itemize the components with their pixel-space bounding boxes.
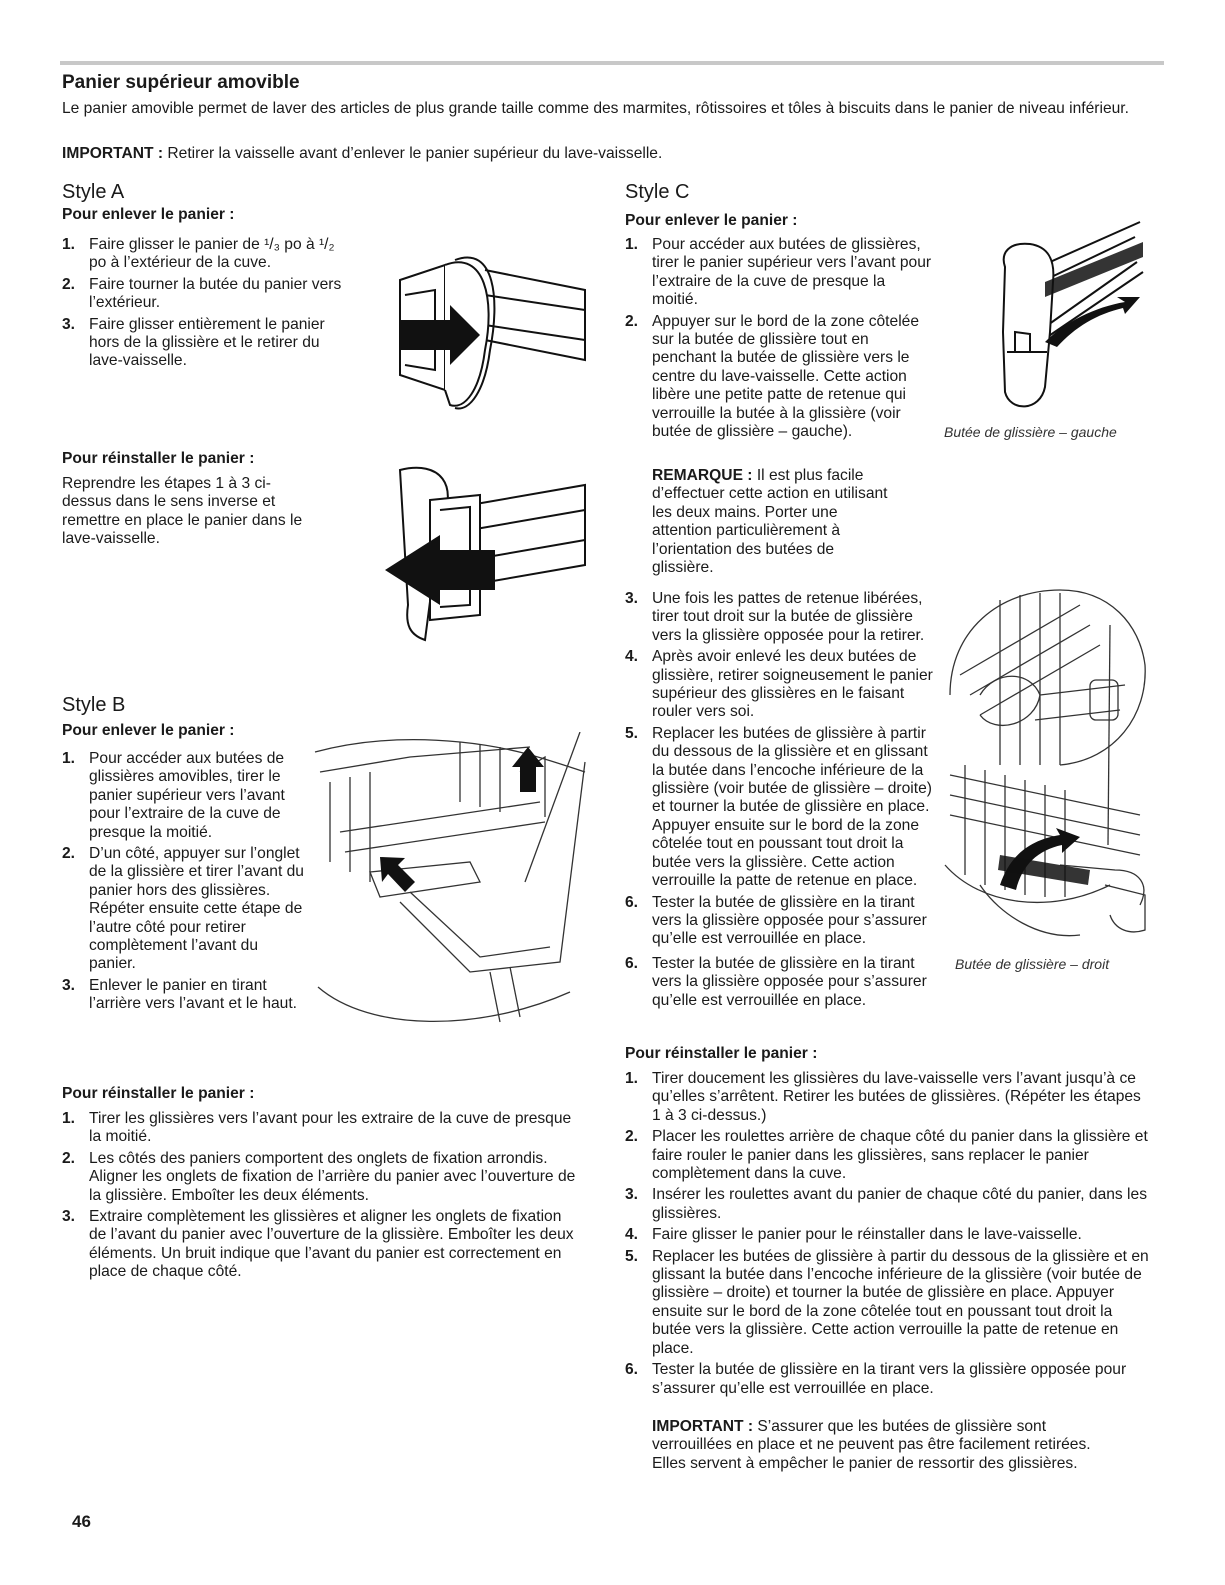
- style-c-title: Style C: [625, 181, 690, 203]
- caption-left-stop: Butée de glissière – gauche: [944, 424, 1117, 440]
- list-item: 3. Insérer les roulettes avant du panier de chaque côté du panier, dans les glissières.: [625, 1186, 1147, 1222]
- caption-right-stop: Butée de glissière – droit: [955, 956, 1110, 972]
- header-rule: [60, 61, 1164, 65]
- list-item: 5. Replacer les butées de glissière à partir du dessous de la glissière et en glissant la butée dans l’encoche inférieure de la glissière (voir butée de glissière – droite) et tourner la butée de glissière en place. Appuyer ensuite sur le bord de la zone côtelée tout en poussant tout droit la butée vers la glissière. Cette action verrouille la patte de retenue en place.: [625, 724, 932, 890]
- list-item: 1. Pour accéder aux butées de glissières, tirer le panier supérieur vers l’avant pour l’extraire de la cuve de presque la moitié.: [625, 236, 932, 309]
- style-a-reinstall-text: Reprendre les étapes 1 à 3 ci-dessus dans le sens inverse et remettre en place le panier dans le lave-vaisselle.: [62, 475, 303, 548]
- style-a-reinstall-title: Pour réinstaller le panier :: [62, 450, 255, 467]
- style-c-reinstall-steps: [625, 1070, 1150, 1401]
- style-c-remove-title: Pour enlever le panier :: [625, 212, 798, 229]
- list-item: 5. Replacer les butées de glissière à partir du dessous de la glissière et en glissant la butée dans l’encoche inférieure de la glissière (voir butée de glissière – droite) et tourner la butée de glissière en place. Appuyer ensuite sur le bord de la zone côtelée tout en poussant tout droit la butée vers la glissière. Cette action verrouille la patte de retenue en place.: [625, 1247, 1149, 1357]
- style-b-remove-title: Pour enlever le panier :: [62, 722, 235, 739]
- page-title: Panier supérieur amovible: [62, 72, 300, 93]
- style-c-reinstall-title: Pour réinstaller le panier :: [625, 1045, 818, 1062]
- list-item: 6. Tester la butée de glissière en la tirant vers la glissière opposée pour s’assurer qu’elle est verrouillée en place.: [625, 1361, 1127, 1397]
- list-item: 1. Pour accéder aux butées de glissières amovibles, tirer le panier supérieur vers l’avant pour l’extraire de la cuve de presque la moitié.: [62, 750, 285, 841]
- style-a-remove-steps: [62, 236, 347, 374]
- style-b-title: Style B: [62, 694, 126, 716]
- style-a-title: Style A: [62, 181, 125, 203]
- important-note: IMPORTANT : Retirer la vaisselle avant d’enlever le panier supérieur du lave-vaisselle.: [62, 145, 663, 162]
- style-a-rotate-in-illustration: [380, 455, 595, 645]
- list-item: 1. Tirer les glissières vers l’avant pour les extraire de la cuve de presque la moitié.: [62, 1110, 572, 1146]
- style-b-remove-steps: [62, 750, 307, 1017]
- style-c-remove-step-6: [625, 955, 935, 1013]
- style-b-reinstall-steps: [62, 1110, 582, 1285]
- list-item: 2. D’un côté, appuyer sur l’onglet de la glissière et tirer l’avant du panier hors des glissières. Répéter ensuite cette étape de l’autre côté pour retirer complètement l’avant du panier.: [62, 845, 304, 973]
- slide-stop-left-illustration: [985, 212, 1145, 417]
- list-item: 2. Les côtés des paniers comportent des onglets de fixation arrondis. Aligner les onglets de fixation de l’arrière du panier avec l’ouverture de la glissière. Emboîter les deux éléments.: [62, 1149, 576, 1204]
- intro-text: Le panier amovible permet de laver des articles de plus grande taille comme des marmites, rôtissoires et tôles à biscuits dans le panier de niveau inférieur.: [62, 100, 1129, 117]
- style-b-reinstall-title: Pour réinstaller le panier :: [62, 1085, 255, 1102]
- list-item: 4. Faire glisser le panier pour le réinstaller dans le lave-vaisselle.: [625, 1226, 1082, 1244]
- list-item: 3. Enlever le panier en tirant l’arrière vers l’avant et le haut.: [62, 976, 298, 1013]
- list-item: 6. Tester la butée de glissière en la tirant vers la glissière opposée pour s’assurer qu’elle est verrouillée en place.: [625, 893, 927, 948]
- style-c-important-note: IMPORTANT : S’assurer que les butées de glissière sont verrouillées en place et ne peuvent pas être facilement retirées. Elles servent à empêcher le panier de ressortir des glissières.: [652, 1418, 1091, 1472]
- slide-stop-right-illustration: [940, 585, 1150, 950]
- list-item: 2. Faire tourner la butée du panier vers l’extérieur.: [62, 275, 342, 312]
- list-item: 4. Après avoir enlevé les deux butées de glissière, retirer soigneusement le panier supérieur des glissières en le faisant rouler vers soi.: [625, 648, 933, 721]
- list-item: 1. Tirer doucement les glissières du lave-vaisselle vers l’avant jusqu’à ce qu’elles s’arrêtent. Retirer les butées de glissières. (Répéter les étapes 1 à 3 ci-dessus.): [625, 1070, 1141, 1124]
- style-c-remove-steps-3-6: [625, 590, 935, 952]
- list-item: 3. Faire glisser entièrement le panier hors de la glissière et le retirer du lave-vaisselle.: [62, 315, 325, 370]
- list-item: 1. Faire glisser le panier de ¹/₃ po à ¹/₂ po à l’extérieur de la cuve.: [62, 236, 335, 272]
- style-a-remove-title: Pour enlever le panier :: [62, 206, 235, 223]
- list-item: 2. Appuyer sur le bord de la zone côtelée sur la butée de glissière tout en penchant la butée de glissière vers le centre du lave-vaisselle. Cette action libère une petite patte de retenue qui verrouille la butée à la glissière (voir butée de glissière – gauche).: [625, 312, 919, 441]
- list-item: 6. Tester la butée de glissière en la tirant vers la glissière opposée pour s’assurer qu’elle est verrouillée en place.: [625, 955, 927, 1009]
- page-number: 46: [72, 1512, 91, 1531]
- list-item: 3. Une fois les pattes de retenue libérées, tirer tout droit sur la butée de glissière vers la glissière opposée pour la retirer.: [625, 590, 925, 644]
- style-b-slide-tab-illustration: [310, 732, 595, 1037]
- style-a-rotate-out-illustration: [385, 240, 595, 415]
- list-item: 3. Extraire complètement les glissières et aligner les onglets de fixation de l’avant du panier avec l’ouverture de la glissière. Emboîter les deux éléments. Un bruit indique que l’avant du panier est correctement en place de chaque côté.: [62, 1208, 574, 1281]
- list-item: 2. Placer les roulettes arrière de chaque côté du panier dans la glissière et faire rouler le panier dans les glissières, sans replacer le panier complètement dans la cuve.: [625, 1128, 1148, 1183]
- style-c-remark: REMARQUE : Il est plus facile d’effectuer cette action en utilisant les deux mains. Porter une attention particulièrement à l’orientation des butées de glissière.: [652, 467, 888, 577]
- style-c-remove-steps-1-2: [625, 236, 935, 444]
